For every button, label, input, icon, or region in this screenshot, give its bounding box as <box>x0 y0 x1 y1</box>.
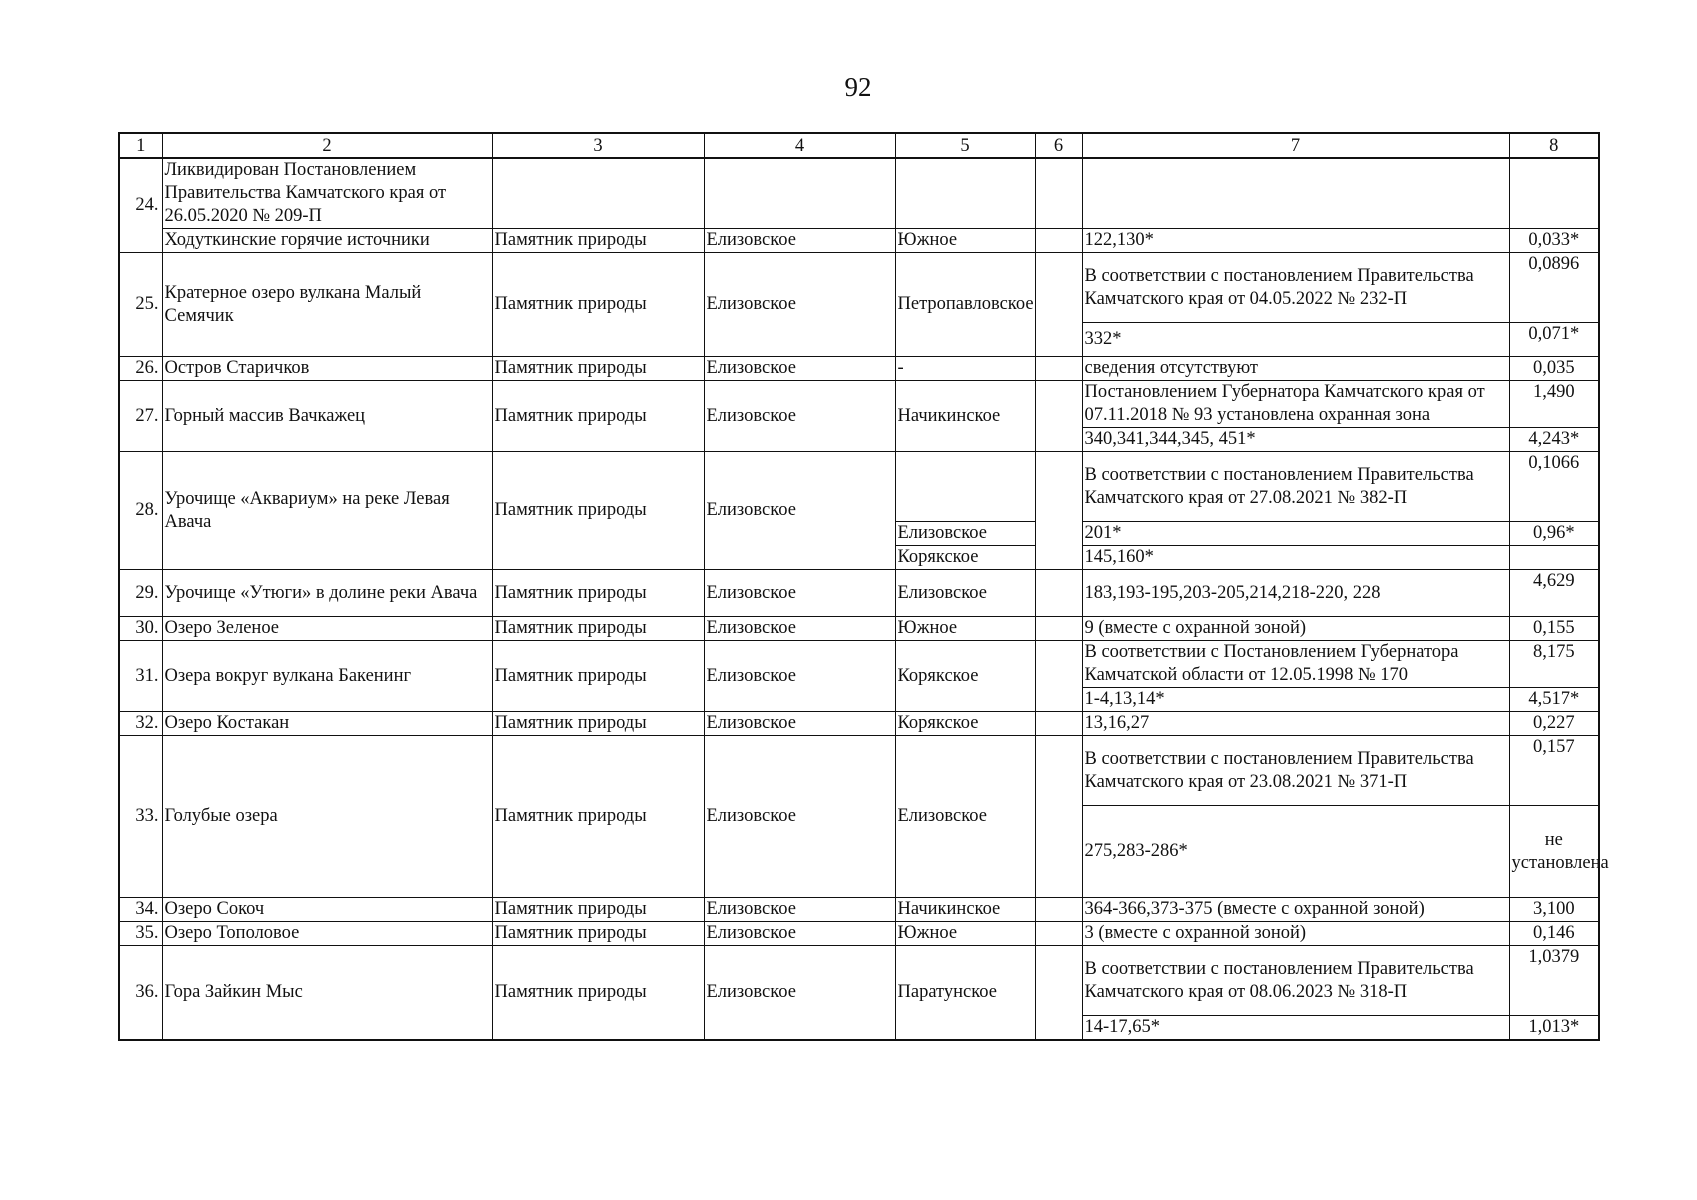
area: 0,146 <box>1509 922 1599 946</box>
district: Елизовское <box>704 570 895 617</box>
object-name: Ходуткинские горячие источники <box>162 229 492 253</box>
area: 3,100 <box>1509 898 1599 922</box>
row-number: 32. <box>119 712 162 736</box>
legal-basis: В соответствии с Постановлением Губернатора Камчатской области от 12.05.1998 № 170 <box>1082 641 1509 688</box>
object-name: Голубые озера <box>162 736 492 898</box>
district: Елизовское <box>704 229 895 253</box>
quarters: 183,193-195,203-205,214,218-220, 228 <box>1082 570 1509 617</box>
row-number: 27. <box>119 381 162 452</box>
area: 0,157 <box>1509 736 1599 806</box>
object-name: Урочище «Аквариум» на реке Левая Авача <box>162 452 492 570</box>
forestry: Корякское <box>895 641 1035 712</box>
quarters: 14-17,65* <box>1082 1016 1509 1041</box>
quarters: 340,341,344,345, 451* <box>1082 428 1509 452</box>
row-number: 25. <box>119 253 162 357</box>
forestry: Паратунское <box>895 946 1035 1041</box>
col-header-7: 7 <box>1082 133 1509 158</box>
object-name: Гора Зайкин Мыс <box>162 946 492 1041</box>
quarters: 122,130* <box>1082 229 1509 253</box>
row-number: 29. <box>119 570 162 617</box>
legal-basis: В соответствии с постановлением Правительства Камчатского края от 27.08.2021 № 382-П <box>1082 452 1509 522</box>
district: Елизовское <box>704 357 895 381</box>
table-row <box>119 357 1599 381</box>
row-number: 26. <box>119 357 162 381</box>
row-number: 28. <box>119 452 162 570</box>
object-name: Горный массив Вачкажец <box>162 381 492 452</box>
col-header-4: 4 <box>704 133 895 158</box>
col-header-3: 3 <box>492 133 704 158</box>
quarters: 145,160* <box>1082 546 1509 570</box>
district: Елизовское <box>704 946 895 1041</box>
table-row <box>119 898 1599 922</box>
object-type: Памятник природы <box>492 712 704 736</box>
object-type: Памятник природы <box>492 641 704 712</box>
area: 0,033* <box>1509 229 1599 253</box>
area: 4,517* <box>1509 688 1599 712</box>
object-type: Памятник природы <box>492 946 704 1041</box>
district: Елизовское <box>704 253 895 357</box>
area: 0,035 <box>1509 357 1599 381</box>
forestry: Начикинское <box>895 381 1035 452</box>
col-header-1: 1 <box>119 133 162 158</box>
area: 4,629 <box>1509 570 1599 617</box>
forestry: Елизовское <box>895 570 1035 617</box>
quarters: 3 (вместе с охранной зоной) <box>1082 922 1509 946</box>
area: 1,0379 <box>1509 946 1599 1016</box>
quarters: 1-4,13,14* <box>1082 688 1509 712</box>
row-number: 36. <box>119 946 162 1041</box>
district: Елизовское <box>704 898 895 922</box>
table-row <box>119 946 1599 1016</box>
area: не установлена <box>1509 806 1599 898</box>
quarters: 275,283-286* <box>1082 806 1509 898</box>
object-type: Памятник природы <box>492 617 704 641</box>
object-type: Памятник природы <box>492 898 704 922</box>
area: 0,0896 <box>1509 253 1599 323</box>
object-type: Памятник природы <box>492 229 704 253</box>
table-row <box>119 570 1599 617</box>
area: 0,96* <box>1509 522 1599 546</box>
object-type: Памятник природы <box>492 357 704 381</box>
header-row <box>119 133 1599 158</box>
protected-areas-table <box>118 132 1609 1041</box>
table-row <box>119 712 1599 736</box>
object-name: Озеро Зеленое <box>162 617 492 641</box>
row-number: 24. <box>119 158 162 253</box>
district: Елизовское <box>704 922 895 946</box>
table-row <box>119 641 1599 688</box>
quarters: 13,16,27 <box>1082 712 1509 736</box>
area: 0,071* <box>1509 323 1599 357</box>
forestry: - <box>895 357 1035 381</box>
legal-basis: Постановлением Губернатора Камчатского края от 07.11.2018 № 93 установлена охранная зона <box>1082 381 1509 428</box>
forestry: Южное <box>895 617 1035 641</box>
table-row <box>119 736 1599 806</box>
forestry: Южное <box>895 229 1035 253</box>
table-row <box>119 158 1599 229</box>
district: Елизовское <box>704 736 895 898</box>
table-row <box>119 922 1599 946</box>
legal-basis: В соответствии с постановлением Правительства Камчатского края от 08.06.2023 № 318-П <box>1082 946 1509 1016</box>
quarters: сведения отсутствуют <box>1082 357 1509 381</box>
forestry: Петропавловское <box>895 253 1035 357</box>
object-type: Памятник природы <box>492 922 704 946</box>
district: Елизовское <box>704 381 895 452</box>
page-number: 92 <box>844 72 872 102</box>
quarters: 364-366,373-375 (вместе с охранной зоной) <box>1082 898 1509 922</box>
area: 0,1066 <box>1509 452 1599 522</box>
area: 0,155 <box>1509 617 1599 641</box>
quarters: 9 (вместе с охранной зоной) <box>1082 617 1509 641</box>
area: 1,490 <box>1509 381 1599 428</box>
col-header-2: 2 <box>162 133 492 158</box>
object-name: Кратерное озеро вулкана Малый Семячик <box>162 253 492 357</box>
area: 4,243* <box>1509 428 1599 452</box>
legal-basis: В соответствии с постановлением Правительства Камчатского края от 23.08.2021 № 371-П <box>1082 736 1509 806</box>
object-name: Урочище «Утюги» в долине реки Авача <box>162 570 492 617</box>
area: 8,175 <box>1509 641 1599 688</box>
object-name: Озеро Костакан <box>162 712 492 736</box>
district: Елизовское <box>704 641 895 712</box>
row-number: 34. <box>119 898 162 922</box>
object-type: Памятник природы <box>492 570 704 617</box>
row-number: 31. <box>119 641 162 712</box>
district: Елизовское <box>704 617 895 641</box>
row-number: 30. <box>119 617 162 641</box>
object-type: Памятник природы <box>492 381 704 452</box>
object-name: Озеро Тополовое <box>162 922 492 946</box>
quarters: 201* <box>1082 522 1509 546</box>
col-header-8: 8 <box>1509 133 1599 158</box>
forestry: Начикинское <box>895 898 1035 922</box>
table-row <box>119 229 1599 253</box>
table-row <box>119 452 1599 522</box>
table-row <box>119 381 1599 428</box>
object-name: Ликвидирован Постановлением Правительства Камчатского края от 26.05.2020 № 209-П <box>162 158 492 229</box>
quarters: 332* <box>1082 323 1509 357</box>
forestry: Корякское <box>895 546 1035 570</box>
table-row <box>119 253 1599 323</box>
forestry: Елизовское <box>895 522 1035 546</box>
district: Елизовское <box>704 712 895 736</box>
legal-basis: В соответствии с постановлением Правительства Камчатского края от 04.05.2022 № 232-П <box>1082 253 1509 323</box>
object-type: Памятник природы <box>492 452 704 570</box>
forestry: Южное <box>895 922 1035 946</box>
district: Елизовское <box>704 452 895 570</box>
object-name: Озера вокруг вулкана Бакенинг <box>162 641 492 712</box>
table-row <box>119 617 1599 641</box>
col-header-5: 5 <box>895 133 1035 158</box>
col-header-6: 6 <box>1035 133 1082 158</box>
area: 0,227 <box>1509 712 1599 736</box>
object-type: Памятник природы <box>492 736 704 898</box>
object-type: Памятник природы <box>492 253 704 357</box>
row-number: 35. <box>119 922 162 946</box>
object-name: Остров Старичков <box>162 357 492 381</box>
object-name: Озеро Сокоч <box>162 898 492 922</box>
area: 1,013* <box>1509 1016 1599 1041</box>
forestry: Корякское <box>895 712 1035 736</box>
forestry: Елизовское <box>895 736 1035 898</box>
row-number: 33. <box>119 736 162 898</box>
